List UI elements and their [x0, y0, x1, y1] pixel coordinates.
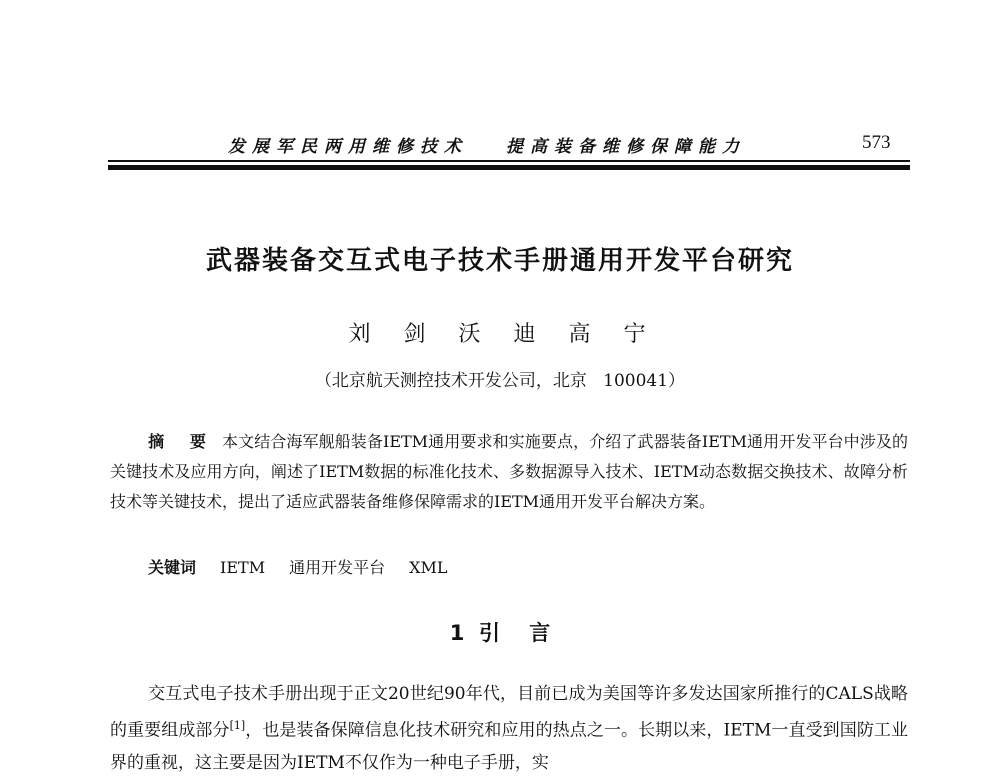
abstract-text: 本文结合海军舰船装备IETM通用要求和实施要点，介绍了武器装备IETM通用开发平台中涉及的关键技术及应用方向，阐述了IETM数据的标准化技术、多数据源导入技术、IETM动态数据交换技术、故障分析技术等关键技术，提出了适应武器装备维修保障需求的IETM通用开发平台解决方案。	[110, 432, 908, 511]
affiliation: （北京航天测控技术开发公司，北京 100041）	[314, 371, 686, 391]
section-title: 引 言	[479, 621, 551, 645]
page-number: 573	[862, 132, 891, 153]
header-rule-thick	[108, 165, 910, 170]
section-number: 1	[449, 621, 465, 645]
citation-ref: [1]	[229, 719, 246, 732]
body-text-part1: 交互式电子技术手册出现于正文20世纪90年代，目前已成为美国等许多发达国家所推行的CALS战略的重要组成部分	[110, 684, 908, 741]
body-paragraph	[110, 678, 908, 779]
paper-title: 武器装备交互式电子技术手册通用开发平台研究	[205, 246, 794, 276]
keywords-label: 关键词	[148, 558, 197, 577]
abstract	[110, 427, 908, 517]
running-header	[228, 132, 746, 157]
header-rule-thin	[108, 160, 910, 162]
keyword-item: XML	[409, 558, 448, 577]
keyword-item: 通用开发平台	[289, 558, 386, 577]
authors: 刘 剑 沃 迪 高 宁	[348, 322, 652, 347]
keyword-item: IETM	[220, 558, 266, 577]
keywords	[148, 555, 472, 578]
header-right-title: 提高装备维修保障能力	[506, 137, 746, 157]
section-heading	[0, 617, 1000, 647]
header-left-title: 发展军民两用维修技术	[228, 137, 468, 157]
abstract-label: 摘 要	[148, 432, 216, 451]
body-text-part2: ，也是装备保障信息化技术研究和应用的热点之一。长期以来，IETM一直受到国防工业界的重视，这主要是因为IETM不仅作为一种电子手册，实	[110, 720, 908, 773]
